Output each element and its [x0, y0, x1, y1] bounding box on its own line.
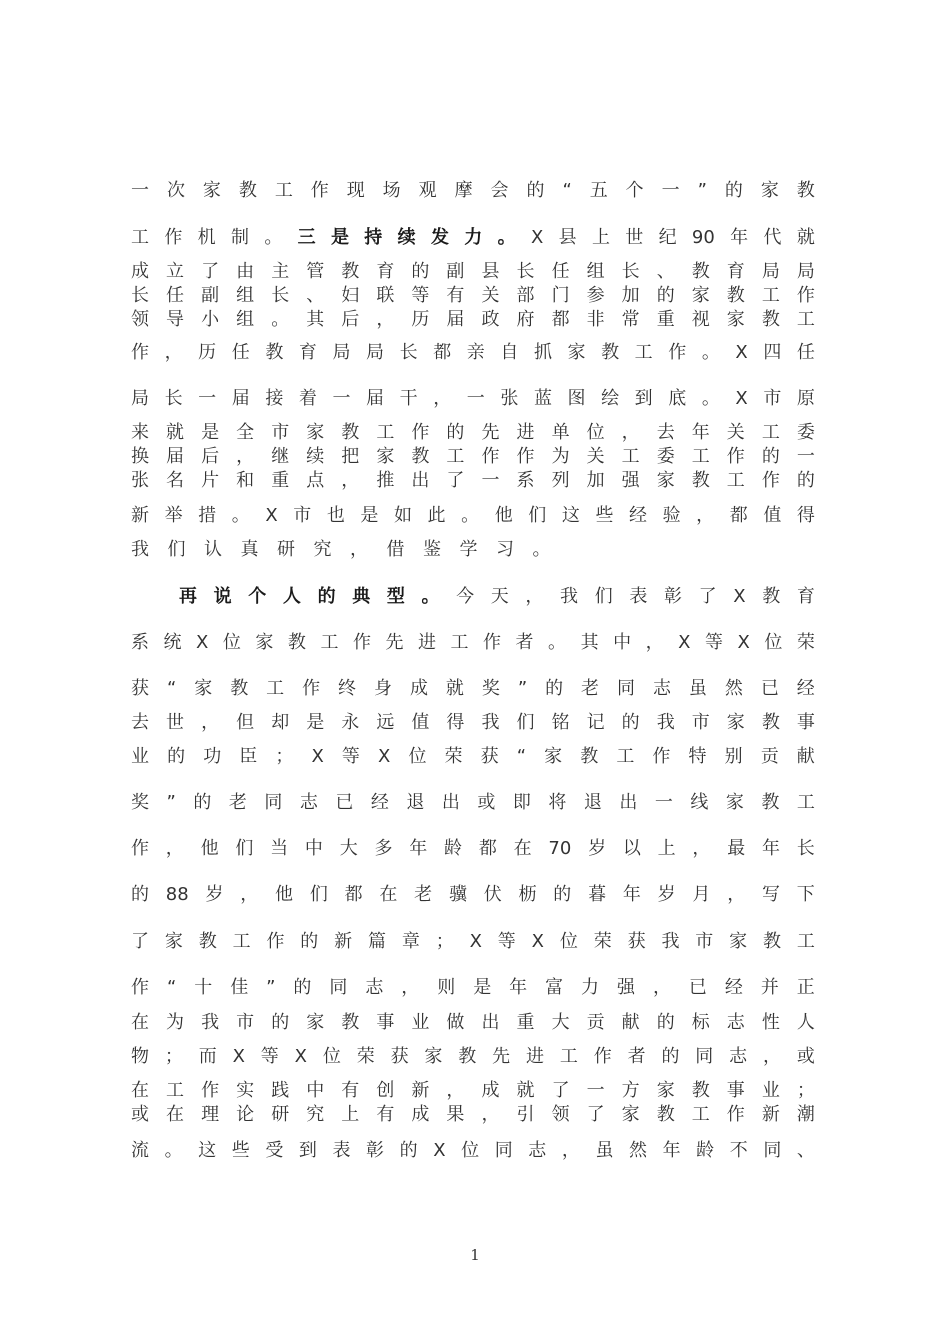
text-line-content: 成 立 了 由 主 管 教 育 的 副 县 长 任 组 长 、 教 育 局 局: [131, 261, 815, 282]
text-line: [131, 676, 815, 702]
text-line-content: 业 的 功 臣 ； X 等 X 位 荣 获 “ 家 教 工 作 特 别 贡 献: [131, 746, 815, 767]
text-line: [131, 882, 815, 908]
text-line-content: 奖 ” 的 老 同 志 已 经 退 出 或 即 将 退 出 一 线 家 教 工: [131, 792, 815, 813]
text-line-content: 获 “ 家 教 工 作 终 身 成 就 奖 ” 的 老 同 志 虽 然 已 经: [131, 678, 815, 699]
text-line: [131, 307, 815, 333]
text-line: [131, 259, 815, 285]
page-number: 1: [470, 1246, 480, 1264]
text-line: [131, 178, 815, 204]
text-line: [131, 420, 815, 446]
text-line-content: 或 在 理 论 研 究 上 有 成 果 ， 引 领 了 家 教 工 作 新 潮: [131, 1104, 815, 1125]
text-line-content: 的 88 岁 ， 他 们 都 在 老 骥 伏 枥 的 暮 年 岁 月 ， 写 下: [131, 884, 815, 905]
text-line: [131, 790, 815, 816]
text-line-content: 我 们 认 真 研 究 ， 借 鉴 学 习 。: [131, 539, 551, 560]
text-line-content: 在 工 作 实 践 中 有 创 新 ， 成 就 了 一 方 家 教 事 业 ；: [131, 1080, 815, 1101]
text-line-content: 换 届 后 ， 继 续 把 家 教 工 作 作 为 关 工 委 工 作 的 一: [131, 446, 815, 467]
text-line: [131, 503, 815, 529]
text-line: [131, 1102, 815, 1128]
text-line: [131, 468, 815, 494]
text-line: [131, 1138, 815, 1164]
text-line-content: 流 。 这 些 受 到 表 彰 的 X 位 同 志 ， 虽 然 年 龄 不 同 、: [131, 1140, 815, 1161]
text-line-content: 了 家 教 工 作 的 新 篇 章 ； X 等 X 位 荣 获 我 市 家 教 工: [131, 931, 815, 952]
text-line: [131, 584, 815, 610]
text-line-content: 作 “ 十 佳 ” 的 同 志 ， 则 是 年 富 力 强 ， 已 经 并 正: [131, 977, 815, 998]
text-line: [131, 1044, 815, 1070]
text-line-content: 长 任 副 组 长 、 妇 联 等 有 关 部 门 参 加 的 家 教 工 作: [131, 285, 815, 306]
text-line-content: 再 说 个 人 的 典 型 。 今 天 ， 我 们 表 彰 了 X 教 育: [179, 586, 815, 607]
text-line-content: 在 为 我 市 的 家 教 事 业 做 出 重 大 贡 献 的 标 志 性 人: [131, 1012, 815, 1033]
text-line-content: 新 举 措 。 X 市 也 是 如 此 。 他 们 这 些 经 验 ， 都 值 得: [131, 505, 815, 526]
text-line-content: 来 就 是 全 市 家 教 工 作 的 先 进 单 位 ， 去 年 关 工 委: [131, 422, 815, 443]
text-line-content: 系 统 X 位 家 教 工 作 先 进 工 作 者 。 其 中 ， X 等 X 位 荣: [131, 632, 815, 653]
text-line-content: 去 世 ， 但 却 是 永 远 值 得 我 们 铭 记 的 我 市 家 教 事: [131, 712, 815, 733]
text-line: [131, 340, 815, 366]
text-line-content: 作 ， 历 任 教 育 局 局 长 都 亲 自 抓 家 教 工 作 。 X 四 任: [131, 342, 815, 363]
text-line-content: 局 长 一 届 接 着 一 届 干 ， 一 张 蓝 图 绘 到 底 。 X 市 原: [131, 388, 815, 409]
text-line: [131, 929, 815, 955]
text-line-content: 物 ； 而 X 等 X 位 荣 获 家 教 先 进 工 作 者 的 同 志 ， 或: [131, 1046, 815, 1067]
text-line-content: 领 导 小 组 。 其 后 ， 历 届 政 府 都 非 常 重 视 家 教 工: [131, 309, 815, 330]
text-line: [131, 1078, 815, 1104]
text-line-content: 工 作 机 制 。 三 是 持 续 发 力 。 X 县 上 世 纪 90 年 代 就: [131, 227, 815, 248]
text-line: [131, 630, 815, 656]
text-line: [131, 1010, 815, 1036]
text-line-content: 张 名 片 和 重 点 ， 推 出 了 一 系 列 加 强 家 教 工 作 的: [131, 470, 815, 491]
text-line: [131, 836, 815, 862]
text-line-content: 一 次 家 教 工 作 现 场 观 摩 会 的 “ 五 个 一 ” 的 家 教: [131, 180, 815, 201]
text-line: [131, 283, 815, 309]
text-line: [131, 710, 815, 736]
text-line: [131, 386, 815, 412]
text-line: [131, 225, 815, 251]
text-line-content: 作 ， 他 们 当 中 大 多 年 龄 都 在 70 岁 以 上 ， 最 年 长: [131, 838, 815, 859]
text-line: [131, 537, 815, 563]
text-line: [131, 444, 815, 470]
text-line: [131, 975, 815, 1001]
text-line: [131, 744, 815, 770]
